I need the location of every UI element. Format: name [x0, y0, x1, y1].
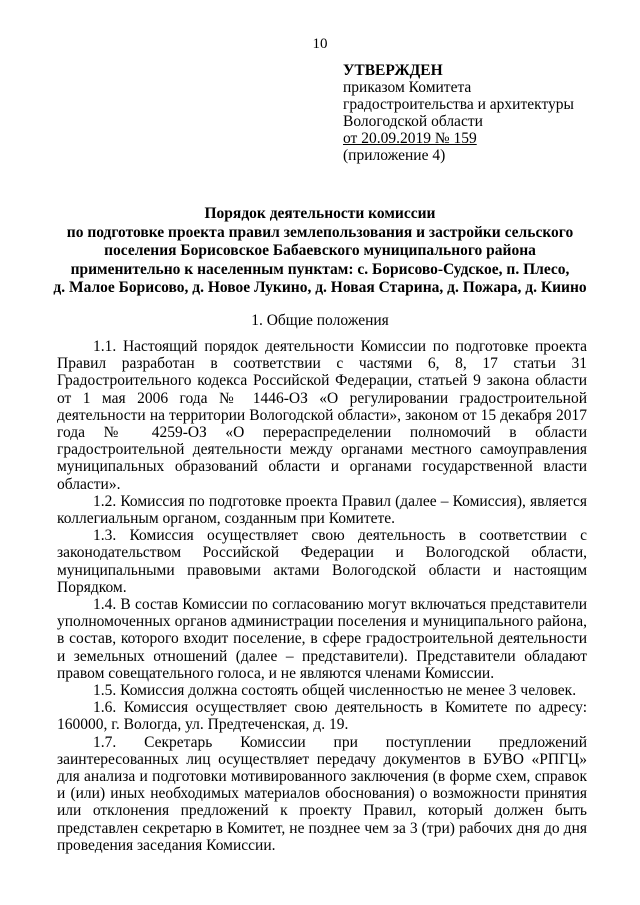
paragraph: 1.3. Комиссия осуществляет свою деятельность в соответствии с законодательством Российской Федерации и Вологодской области, муниципальными правовыми актами Вологодской области и настоящим Порядком. — [57, 527, 587, 596]
document-heading — [40, 205, 600, 298]
paragraph: 1.5. Комиссия должна состоять общей численностью не менее 3 человек. — [93, 682, 577, 700]
paragraph: 1.7. Секретарь Комиссии при поступлении предложений заинтересованных лиц осуществляет передачу документов в БУВО «РПГЦ» для анализа и подготовки мотивированного заключения (в форме схем, справок и (или) иных необходимых материалов обоснования) о возможности принятия или отклонения предложений к проекту Правил, который должен быть представлен секретарю в Комитет, не позднее чем за 3 (три) рабочих дня до дня проведения заседания Комиссии. — [57, 733, 587, 854]
paragraph: 1.1. Настоящий порядок деятельности Комиссии по подготовке проекта Правил разработан в соответствии с частями 6, 8, 17 статьи 31 Градостроительного кодекса Российской Федерации, статьей 9 закона области от 1 мая 2006 года № 1446-ОЗ «О регулировании градостроительной деятельности на территории Вологодской области», законом от 15 декабря 2017 года № 4259-ОЗ «О перераспределении полномочий в области градостроительной деятельности между органами местного самоуправления муниципальных образований области и органами государственной власти области». — [57, 338, 587, 493]
approval-line: (приложение 4) — [343, 147, 446, 164]
paragraph: 1.2. Комиссия по подготовке проекта Правил (далее – Комиссия), является коллегиальным органом, созданным при Комитете. — [57, 492, 587, 528]
approval-line: Вологодской области — [343, 113, 483, 130]
approval-line: приказом Комитета — [343, 79, 472, 96]
section-title: 1. Общие положения — [251, 312, 389, 329]
heading-line: по подготовке проекта правил землепользования и застройки сельского — [66, 223, 574, 241]
paragraph: 1.6. Комиссия осуществляет свою деятельность в Комитете по адресу: 160000, г. Вологда, ул. Предтеченская, д. 19. — [57, 699, 587, 734]
heading-line: применительно к населенным пунктам: с. Борисово-Судское, п. Плесо, — [70, 260, 570, 278]
approval-title: УТВЕРЖДЕН — [343, 62, 443, 79]
paragraph: 1.4. В состав Комиссии по согласованию могут включаться представители уполномоченных органов администрации поселения и муниципального района, в состав, которого входит поселение, в сфере градостроительной деятельности и земельных отношений (далее – представители). Представители обладают правом совещательного голоса, и не являются членами Комиссии. — [57, 596, 587, 682]
approval-stamp — [343, 62, 623, 164]
approval-order-number: от 20.09.2019 № 159 — [343, 130, 477, 147]
heading-line: д. Малое Борисово, д. Новое Лукино, д. Новая Старина, д. Пожара, д. Киино — [53, 279, 587, 296]
document-body — [57, 338, 587, 854]
heading-line: Порядок деятельности комиссии — [204, 205, 436, 222]
page-number: 10 — [312, 36, 328, 52]
approval-line: градостроительства и архитектуры — [343, 96, 574, 113]
heading-line: поселения Борисовское Бабаевского муниципального района — [104, 242, 536, 259]
